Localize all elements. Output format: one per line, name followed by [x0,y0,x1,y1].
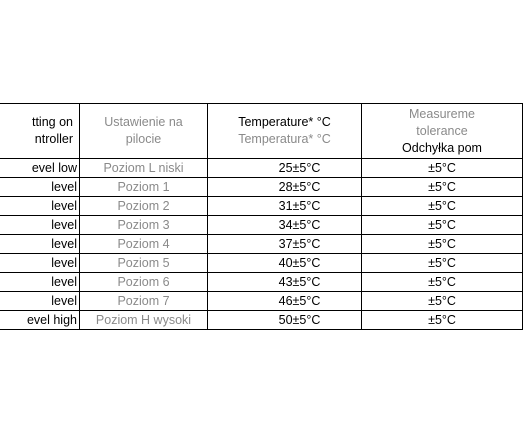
cell-setting-pl: Poziom 4 [80,235,208,254]
cell-setting-pl: Poziom H wysoki [80,311,208,330]
cell-setting-pl: Poziom 2 [80,197,208,216]
cell-setting-pl: Poziom 5 [80,254,208,273]
header-setting-pl-line-1: Ustawienie na [104,115,183,129]
header-tolerance-pl: Odchyłka pom [402,140,482,155]
cell-tolerance: ±5°C [362,159,523,178]
header-setting-en [0,104,80,159]
cell-setting-en: level [0,235,80,254]
cell-tolerance: ±5°C [362,178,523,197]
cell-setting-pl: Poziom 7 [80,292,208,311]
cell-temperature: 25±5°C [208,159,362,178]
cell-setting-en: level [0,197,80,216]
header-temperature-pl: Temperatura* °C [238,132,331,146]
cell-setting-en: level [0,216,80,235]
cell-setting-en: level [0,254,80,273]
cell-temperature: 40±5°C [208,254,362,273]
table-row [0,311,523,330]
cell-setting-pl: Poziom 1 [80,178,208,197]
cell-tolerance: ±5°C [362,235,523,254]
table-header [0,104,523,159]
header-temperature [208,104,362,159]
cell-tolerance: ±5°C [362,311,523,330]
cell-tolerance: ±5°C [362,254,523,273]
temperature-levels-table-container [0,103,522,330]
header-temperature-en: Temperature* °C [238,115,331,129]
cell-setting-en: level [0,178,80,197]
cell-temperature: 28±5°C [208,178,362,197]
header-setting-en-line-1: tting on [31,115,73,129]
cell-setting-en: level [0,292,80,311]
table-row [0,197,523,216]
cell-temperature: 31±5°C [208,197,362,216]
cell-setting-en: evel high [0,311,80,330]
cell-tolerance: ±5°C [362,292,523,311]
table-body [0,159,523,330]
cell-setting-pl: Poziom 3 [80,216,208,235]
cell-temperature: 50±5°C [208,311,362,330]
cell-temperature: 34±5°C [208,216,362,235]
table-row [0,216,523,235]
header-row [0,104,523,159]
cell-temperature: 46±5°C [208,292,362,311]
table-row [0,292,523,311]
header-setting-pl [80,104,208,159]
table-row [0,273,523,292]
temperature-levels-table [0,103,523,330]
table-row [0,159,523,178]
cell-setting-pl: Poziom L niski [80,159,208,178]
cell-tolerance: ±5°C [362,197,523,216]
header-tolerance-en-line-1: Measureme [409,106,475,121]
table-row [0,235,523,254]
cell-temperature: 37±5°C [208,235,362,254]
cell-tolerance: ±5°C [362,216,523,235]
header-tolerance [362,104,523,159]
cell-tolerance: ±5°C [362,273,523,292]
cell-temperature: 43±5°C [208,273,362,292]
cell-setting-pl: Poziom 6 [80,273,208,292]
header-setting-pl-line-2: pilocie [125,132,162,146]
cell-setting-en: evel low [0,159,80,178]
table-row [0,178,523,197]
header-setting-en-line-2: ntroller [34,132,73,146]
table-row [0,254,523,273]
header-tolerance-en-line-2: tolerance [416,123,468,138]
cell-setting-en: level [0,273,80,292]
